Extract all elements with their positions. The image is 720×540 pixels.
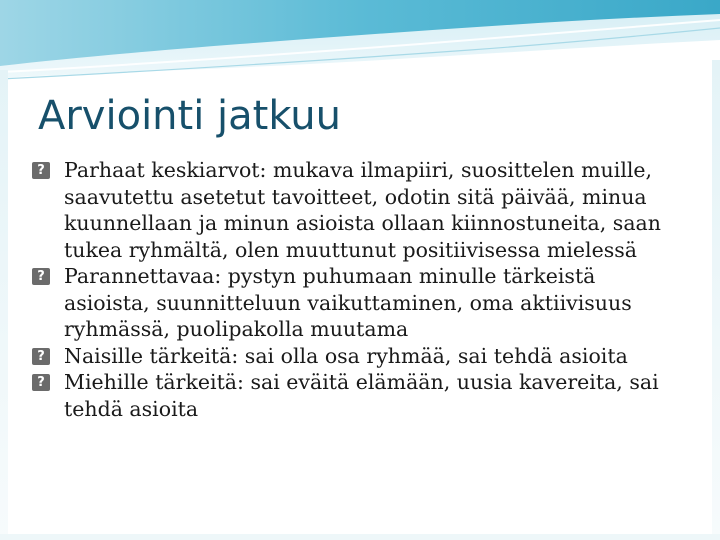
bullet-item: [32, 263, 682, 343]
bullet-marker-icon: ?: [32, 374, 50, 391]
bullet-list: [32, 157, 682, 422]
slide-title: Arviointi jatkuu: [38, 93, 341, 139]
right-border-decoration: [712, 60, 720, 540]
bullet-item: [32, 157, 682, 263]
bullet-text: Parhaat keskiarvot: mukava ilmapiiri, suosittelen muille, saavutettu asetetut tavoitteet, odotin sitä päivää, minua kuunnellaan ja minun asioista ollaan kiinnostuneita, saan tukea ryhmältä, olen muuttunut positiivisessa mielessä: [64, 158, 661, 262]
bullet-marker-icon: ?: [32, 348, 50, 365]
bullet-text: Miehille tärkeitä: sai eväitä elämään, uusia kavereita, sai tehdä asioita: [64, 370, 659, 421]
left-border-decoration: [0, 70, 8, 540]
bullet-item: [32, 369, 682, 422]
bullet-text: Naisille tärkeitä: sai olla osa ryhmää, sai tehdä asioita: [64, 343, 628, 368]
bullet-item: [32, 343, 682, 370]
header-wave-decoration: [0, 0, 720, 90]
bullet-marker-icon: ?: [32, 268, 50, 285]
bottom-border-decoration: [0, 534, 720, 540]
bullet-text: Parannettavaa: pystyn puhumaan minulle tärkeistä asioista, suunnitteluun vaikuttaminen, oma aktiivisuus ryhmässä, puolipakolla muutama: [64, 264, 632, 341]
bullet-marker-icon: ?: [32, 162, 50, 179]
